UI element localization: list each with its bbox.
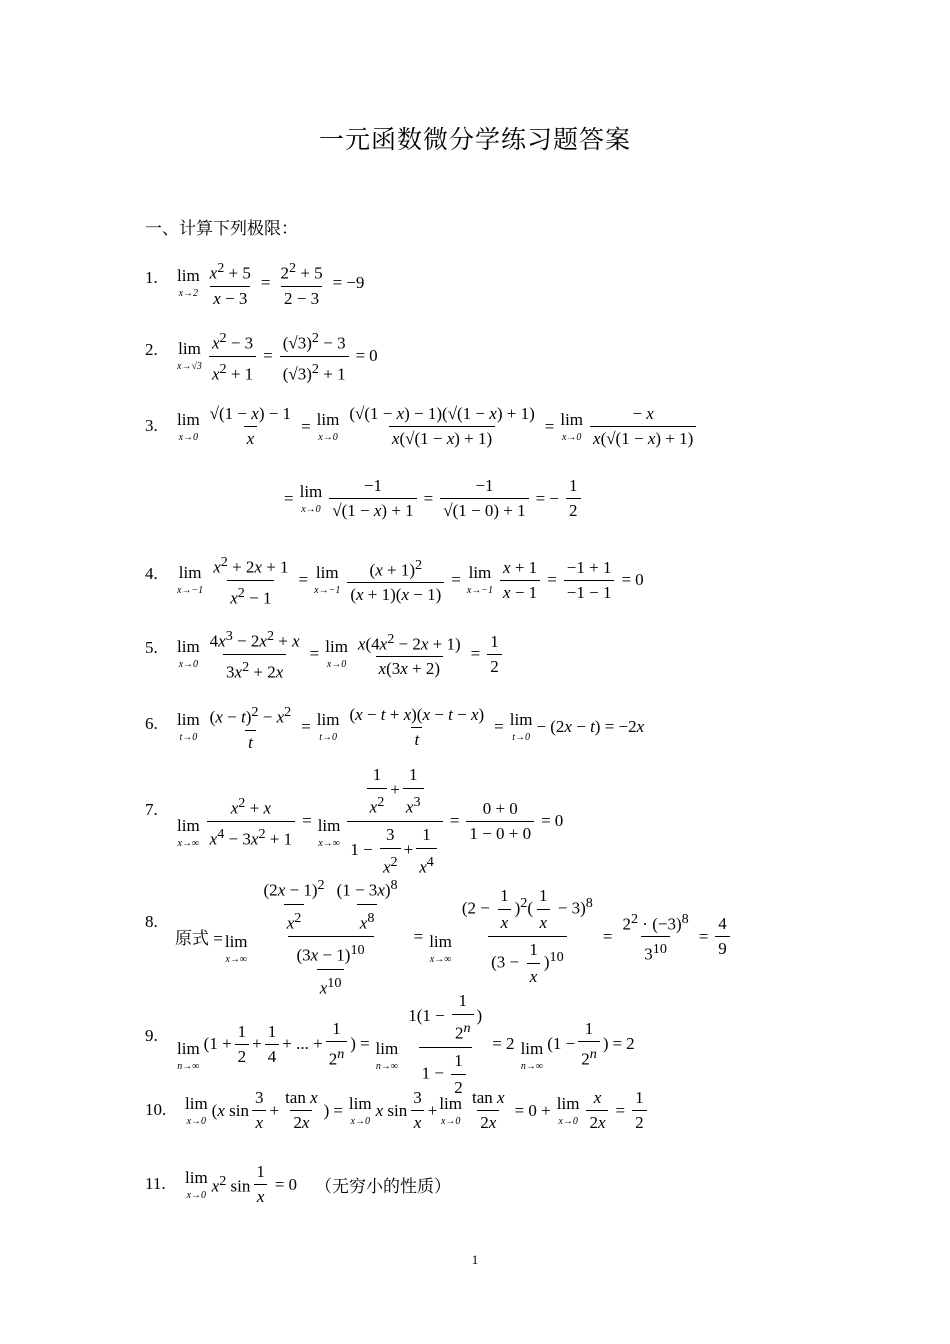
formula-line: lim n→∞ (1 + $\frac{1}{2}$ + $\frac{1}{4}$ + ... + $\frac{1}{2^n}$ ) = lim n→∞ 1(1 − $\frac{1}{2^n}$ ) 1 − $\frac{1}{2}$ = 2 lim n→∞ (1 − $\frac{1}{2^n}$ ) = 2 — [177, 991, 635, 1097]
formula-line: lim x→−1 $\frac{x^2 + 2x + 1}{x^2 - 1}$ = lim x→−1 $\frac{(x + 1)^2}{(x + 1)(x - 1)}$ = lim x→−1 $\frac{x + 1}{x - 1}$ = $\frac{-1 + 1}{-1 - 1}$ = 0 — [177, 554, 644, 608]
formula-line: lim x→0 $\frac{√(1 - x) - 1}{x}$ = lim x→0 $\frac{(√(1 - x) - 1)(√(1 - x) + 1)}{x(√(1 - x) + 1)}$ = lim x→0 $\frac{- x}{x(√(1 - x) + 1)}$ — [175, 404, 699, 449]
formula-line: 原式 = lim x→∞ $\frac{(2x - 1)^2}{x^2}$ $\frac{(1 - 3x)^8}{x^8}$ $\frac{(3x - 1)^{10}}{x^{10}}$ = lim x→∞ (2 − $\frac{1}{x}$ )$^2$( $\frac{1}{x}$ − 3)$^8$ (3 − $\frac{1}{x}$ )$^{10}$ = $\frac{2^2 \cdot (-3)^8}{3^{10}}$ = $\frac{4}{9}$ — [175, 874, 733, 1000]
formula-line: lim x→0 $x^2$ sin $\frac{1}{x}$ = 0 （无穷小的性质） — [185, 1162, 451, 1206]
formula-line: lim x→0 $\frac{4x^3 - 2x^2 + x}{3x^2 + 2x}$ = lim x→0 $\frac{x(4x^2 - 2x + 1)}{x(3x + 2)}$ = $\frac{1}{2}$ — [175, 626, 505, 682]
section-heading: 一、计算下列极限： — [145, 219, 298, 238]
formula-line: lim x→2 $\frac{x^2 + 5}{x - 3}$ = $\frac{2^2 + 5}{2 - 3}$ = −9 — [177, 260, 365, 308]
problem-number: 11. — [145, 1174, 166, 1193]
formula-line-continued: = lim x→0 $\frac{-1}{√(1 - x) + 1}$ = $\frac{-1}{√(1 - 0) + 1}$ = − $\frac{1}{2}$ — [280, 476, 584, 521]
formula-line: lim x→0 (x sin $\frac{3}{x}$ + $\frac{\text{tan x}}{2x}$ ) = lim x→0 x sin $\frac{3}{x}$ + lim x→0 $\frac{\text{tan x}}{2x}$ = 0 + lim x→0 $\frac{x}{2x}$ = $\frac{1}{2}$ — [183, 1088, 650, 1133]
problem-number: 8. — [145, 912, 158, 931]
problem-number: 3. — [145, 416, 158, 435]
problem-number: 2. — [145, 340, 158, 359]
page-number: 1 — [471, 1252, 479, 1267]
page-title: 一元函数微分学练习题答案 — [318, 127, 631, 154]
problem-number: 5. — [145, 638, 158, 657]
formula-line: lim t→0 $\frac{(x - t)^2 - x^2}{t}$ = lim t→0 $\frac{(x - t + x)(x - t - x)}{t}$ = lim t→0 − (2x − t) = −2x — [177, 704, 645, 752]
problem-number: 10. — [145, 1100, 167, 1119]
problem-number: 6. — [145, 714, 158, 733]
problem-number: 9. — [145, 1026, 158, 1045]
formula-line: lim x→∞ $\frac{x^2 + x}{x^4 - 3x^2 + 1}$ = lim x→∞ $\frac{1}{x^2}$ + $\frac{1}{x^3}$ 1 − $\frac{3}{x^2}$ + $\frac{1}{x^4}$ = $\frac{0 + 0}{1 - 0 + 0}$ = 0 — [177, 765, 564, 877]
problem-number: 7. — [145, 800, 158, 819]
problem-number: 4. — [145, 564, 158, 583]
formula-line: lim x→√3 $\frac{x^2 - 3}{x^2 + 1}$ = $\frac{(√3)^2 - 3}{(√3)^2 + 1}$ = 0 — [177, 330, 378, 384]
problem-number: 1. — [145, 268, 158, 287]
